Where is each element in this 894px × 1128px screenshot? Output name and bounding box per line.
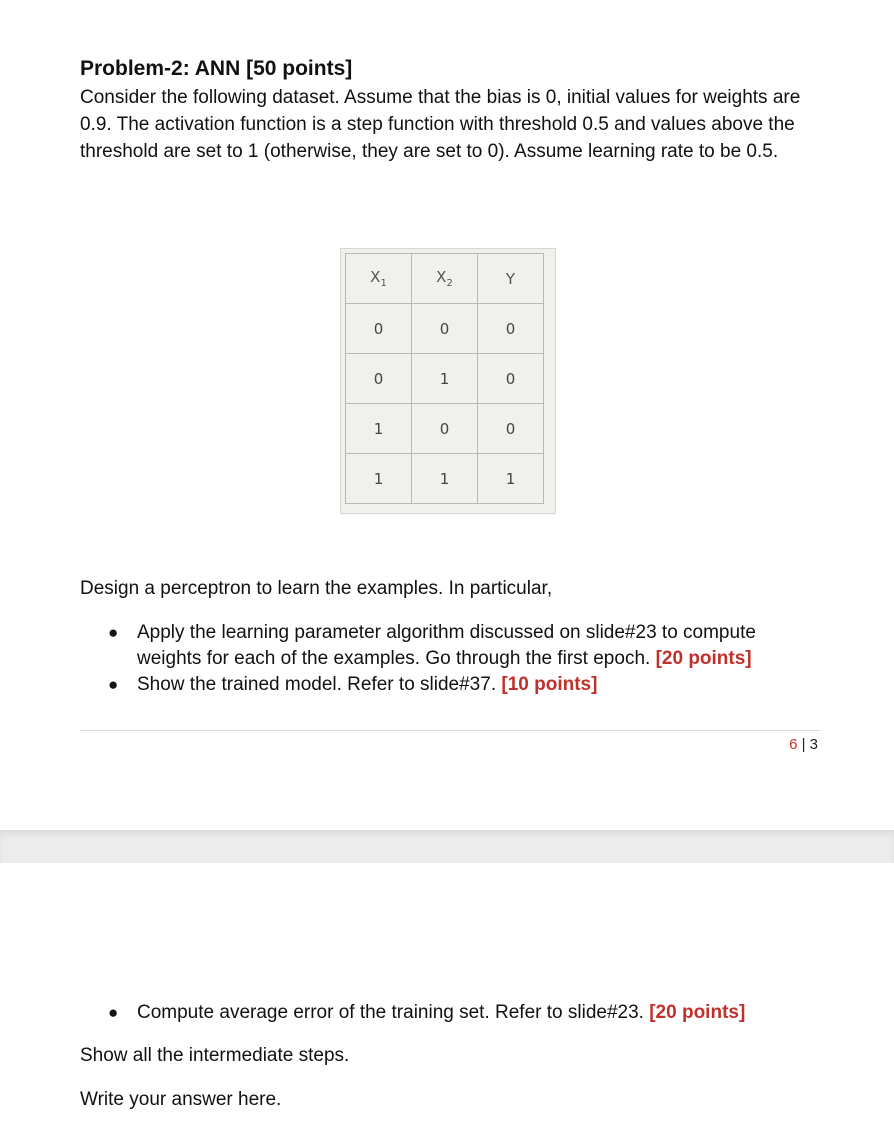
table-cell: 0 xyxy=(478,404,544,454)
task-list xyxy=(80,620,800,698)
problem-title: Problem-2: ANN [50 points] xyxy=(80,57,353,80)
points-label: [10 points] xyxy=(501,674,598,695)
page-number-current: 6 xyxy=(789,736,798,753)
list-item xyxy=(80,1000,820,1026)
table-row xyxy=(346,304,544,354)
table-cell: 0 xyxy=(346,354,412,404)
bullet-icon: ● xyxy=(108,623,119,642)
table-cell: 0 xyxy=(478,304,544,354)
table-row xyxy=(346,404,544,454)
problem-intro: Consider the following dataset. Assume that the bias is 0, initial values for weights are 0.9. The activation function is a step function with threshold 0.5 and values above the threshold are set to 1 (otherwise, they are set to 0). Assume learning rate to be 0.5. xyxy=(80,87,801,162)
task-list-continued xyxy=(80,1000,820,1026)
list-item xyxy=(80,672,800,698)
page-number xyxy=(789,736,818,753)
table-header-row xyxy=(346,254,544,304)
task-text: Apply the learning parameter algorithm discussed on slide#23 to compute weights for each of the examples. Go through the first epoch. xyxy=(137,622,756,669)
table-cell: 1 xyxy=(478,454,544,504)
dataset-table xyxy=(345,253,544,504)
table-row xyxy=(346,454,544,504)
task-text: Show the trained model. Refer to slide#37. xyxy=(137,674,497,695)
header-x1: $X_1$ xyxy=(346,254,412,304)
table-cell: 1 xyxy=(412,454,478,504)
table-row xyxy=(346,354,544,404)
dataset-table-container xyxy=(340,248,556,514)
task-text: Compute average error of the training set. Refer to slide#23. xyxy=(137,1002,644,1023)
instruction-steps: Show all the intermediate steps. xyxy=(80,1045,350,1066)
table-cell: 1 xyxy=(346,454,412,504)
table-cell: 0 xyxy=(412,304,478,354)
page-break xyxy=(0,830,894,863)
design-intro: Design a perceptron to learn the examples. In particular, xyxy=(80,578,553,599)
header-x2: $X_2$ xyxy=(412,254,478,304)
table-cell: 1 xyxy=(346,404,412,454)
footer-divider xyxy=(80,730,820,731)
table-cell: 1 xyxy=(412,354,478,404)
bullet-icon: ● xyxy=(108,675,119,694)
answer-prompt: Write your answer here. xyxy=(80,1089,282,1110)
page-number-total: 3 xyxy=(809,736,818,753)
page-number-separator: | xyxy=(801,736,806,753)
list-item xyxy=(80,620,800,672)
points-label: [20 points] xyxy=(649,1002,746,1023)
header-y: Y xyxy=(478,254,544,304)
points-label: [20 points] xyxy=(655,648,752,669)
table-cell: 0 xyxy=(346,304,412,354)
bullet-icon: ● xyxy=(108,1003,119,1022)
table-cell: 0 xyxy=(412,404,478,454)
table-cell: 0 xyxy=(478,354,544,404)
